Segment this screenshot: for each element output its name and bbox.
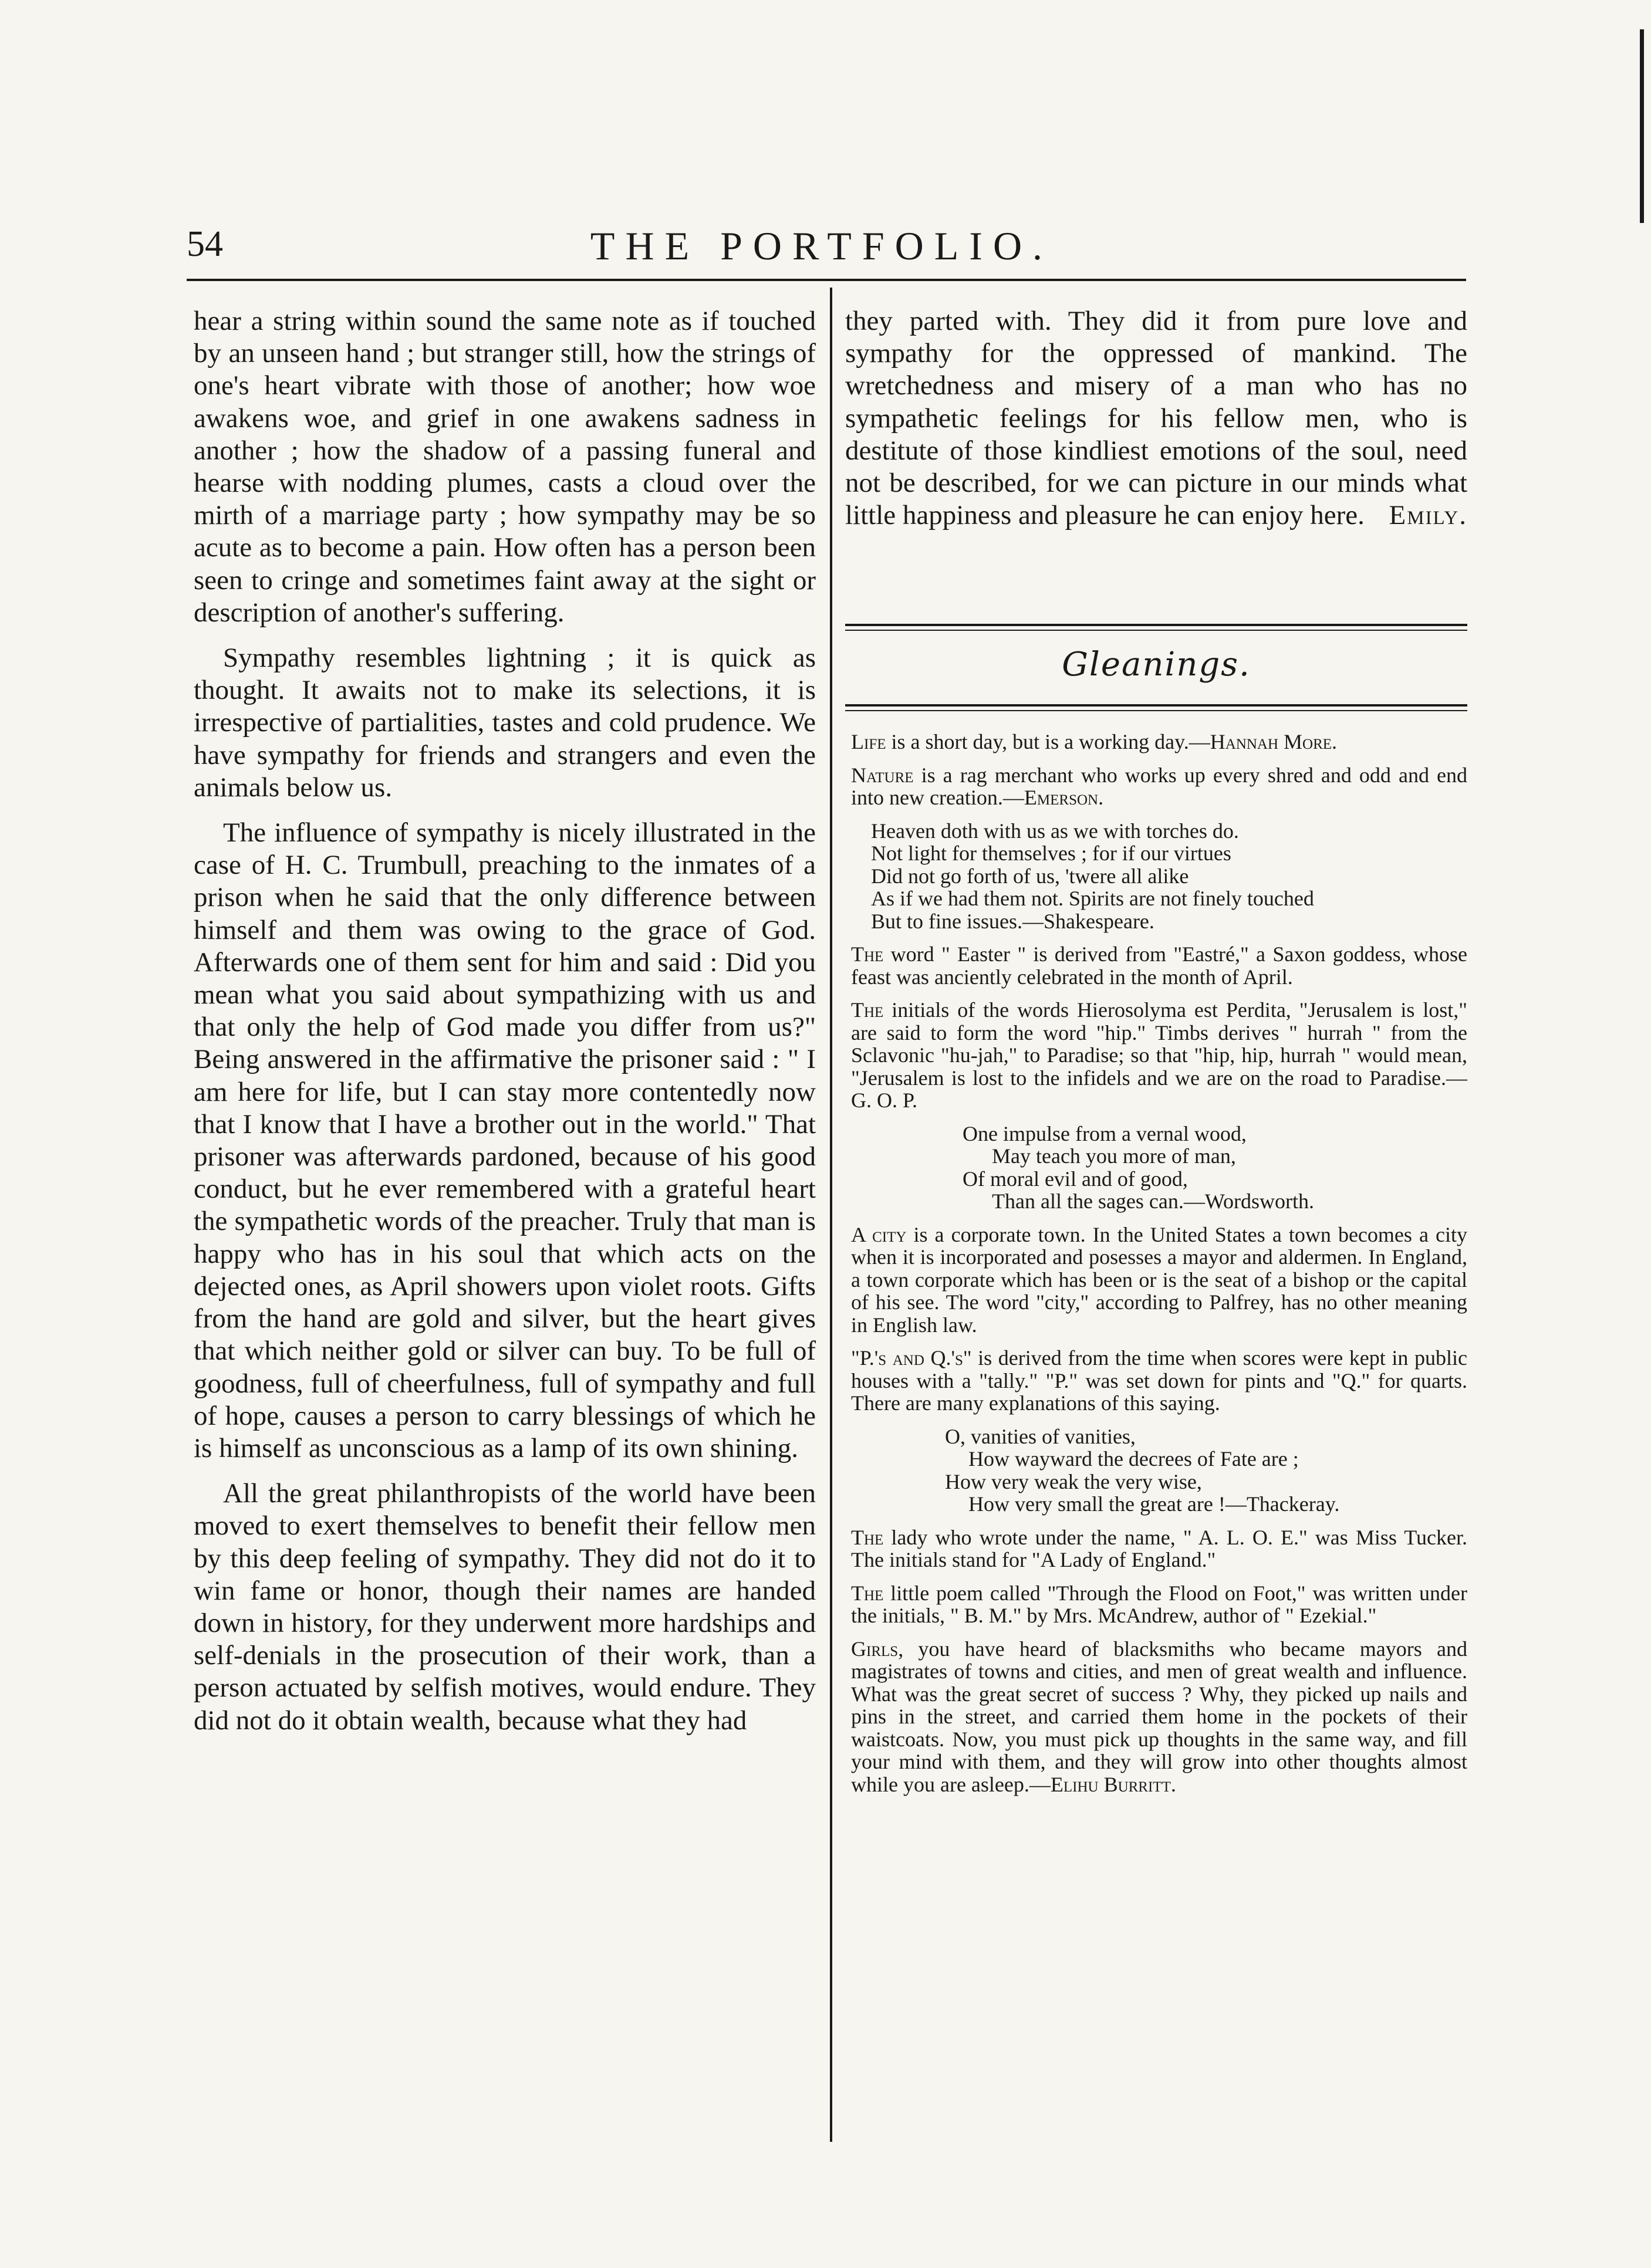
verse-shakespeare (851, 820, 1467, 933)
body-paragraph: All the great philanthropists of the world have been moved to exert themselves to benefit their fellow men by this deep feeling of sympathy. They did not do it to win fame or honor, though their names are handed down in history, for they underwent more hardships and self-denials in the prosecution of their work, than a person actuated by selfish motives, would endure. They did not do it obtain wealth, because what they had (194, 1478, 816, 1736)
section-heading: Gleanings. (1062, 645, 1251, 684)
gleaning-item (851, 731, 1467, 753)
gleaning-item (851, 943, 1467, 988)
gleaning-item (851, 764, 1467, 809)
column-divider (830, 288, 832, 2142)
lead-word: The (851, 1581, 884, 1605)
gleaning-text: initials of the words Hierosolyma est Perdita, "Jerusalem is lost," are said to form the word "hip." Timbs derives " hurrah " from the Sclavonic "hu-jah," to Paradise; so that "hip, hip, hurrah " would mean, "Jerusalem is lost to the infidels and we are on the road to Paradise.— G. O. P. (851, 998, 1467, 1112)
gleaning-item (851, 1223, 1467, 1337)
gleanings-section (851, 731, 1467, 1806)
verse-line: May teach you more of man, (992, 1144, 1236, 1168)
verse-line: Not light for themselves ; for if our virtues (871, 841, 1231, 865)
verse-thackeray (851, 1425, 1467, 1516)
verse-line: How very small the great are !—Thackeray. (968, 1492, 1340, 1516)
verse-line: Of moral evil and of good, (963, 1167, 1188, 1191)
lead-word: The (851, 942, 884, 966)
verse-line: But to fine issues.—Shakespeare. (871, 909, 1154, 933)
page-number: 54 (187, 224, 223, 264)
right-column-article (845, 305, 1467, 532)
body-paragraph: The influence of sympathy is nicely illustrated in the case of H. C. Trumbull, preaching to the inmates of a prison when he said that the only difference between himself and them was owing to the grace of God. Afterwards one of them sent for him and said : Did you mean what you said about sympathizing with us and that only the help of God made you differ from us?" Being answered in the affirmative the prisoner said : " I am here for life, but I can stay more contentedly now that I know that I have a brother out in the world." That prisoner was afterwards pardoned, because of his good conduct, but he ever remembered with a grateful heart the sympathetic words of the preacher. Truly that man is happy who has in his soul that which acts on the dejected ones, as April showers upon violet roots. Gifts from the hand are gold and silver, but the heart gives that which neither gold or silver can buy. To be full of goodness, full of cheerfulness, full of sympathy and full of hope, causes a person to carry blessings of which he is himself as unconscious as a lamp of its own shining. (194, 817, 816, 1463)
lead-word: "P.'s and Q.'s" (851, 1346, 972, 1370)
author-signature: Emily. (1389, 500, 1467, 531)
gleaning-text: lady who wrote under the name, " A. L. O. E." was Miss Tucker. The initials stand for "A Lady of England." (851, 1525, 1467, 1571)
attribution: Elihu Burritt. (1050, 1772, 1176, 1796)
gleaning-text: little poem called "Through the Flood on Foot," was written under the initials, " B. M." by Mrs. McAndrew, author of " Ezekial." (851, 1581, 1467, 1627)
verse-line: How wayward the decrees of Fate are ; (968, 1447, 1299, 1471)
gleaning-text: is derived from the time when scores were kept in public houses with a "tally." "P." was set down for pints and "Q." for quarts. There are many explanations of this saying. (851, 1346, 1467, 1415)
section-rule (845, 704, 1467, 711)
gleaning-item (851, 999, 1467, 1112)
lead-word: Life (851, 730, 886, 753)
lead-word: Girls (851, 1637, 899, 1661)
lead-word: A city (851, 1222, 907, 1246)
verse-line: O, vanities of vanities, (945, 1424, 1136, 1448)
verse-line: Did not go forth of us, 'twere all alike (871, 864, 1189, 888)
body-paragraph (845, 305, 1467, 532)
gleaning-item (851, 1526, 1467, 1571)
attribution: Hannah More. (1210, 730, 1338, 753)
body-text: they parted with. They did it from pure love and sympathy for the oppressed of mankind. The wretchedness and misery of a man who has no sympathetic feelings for his fellow men, who is destitute of those kindliest emotions of the soul, need not be described, for we can picture in our minds what little happiness and pleasure he can enjoy here. (845, 306, 1467, 531)
gleaning-text: , you have heard of blacksmiths who became mayors and magistrates of towns and cities, and men of great wealth and influence. What was the great secret of success ? Why, they picked up nails and pins in the street, and carried them home in the pockets of their waistcoats. Now, you must pick up thoughts in the same way, and fill your mind with them, and they will grow into other thoughts almost while you are asleep.— (851, 1637, 1467, 1796)
verse-line: Than all the sages can.—Wordsworth. (992, 1189, 1314, 1213)
gleaning-item (851, 1582, 1467, 1627)
verse-line: Heaven doth with us as we with torches do. (871, 819, 1239, 843)
lead-word: The (851, 1525, 884, 1549)
gleaning-text: is a corporate town. In the United States a town becomes a city when it is incorporated and posesses a mayor and aldermen. In England, a town corporate which has been or is the seat of a bishop or the capital of his see. The word "city," according to Palfrey, has no other meaning in English law. (851, 1222, 1467, 1337)
gleaning-item (851, 1638, 1467, 1796)
attribution: Emerson. (1024, 786, 1104, 809)
gleaning-text: is a rag merchant who works up every shred and odd and end into new creation.— (851, 763, 1467, 809)
gleaning-text: is a short day, but is a working day.— (886, 730, 1210, 753)
header-rule (187, 279, 1466, 281)
verse-line: As if we had them not. Spirits are not finely touched (871, 887, 1314, 910)
lead-word: The (851, 998, 884, 1022)
gleaning-text: word " Easter " is derived from "Eastré," a Saxon goddess, whose feast was anciently celebrated in the month of April. (851, 942, 1467, 989)
gleaning-item (851, 1347, 1467, 1415)
verse-wordsworth (851, 1123, 1467, 1213)
verse-line: How very weak the very wise, (945, 1469, 1202, 1493)
section-rule (845, 624, 1467, 631)
body-paragraph: Sympathy resembles lightning ; it is quick as thought. It awaits not to make its selections, it is irrespective of partialities, tastes and cold prudence. We have sympathy for friends and strangers and even the animals below us. (194, 643, 816, 803)
page-edge-mark (1640, 29, 1644, 223)
verse-line: One impulse from a vernal wood, (963, 1121, 1247, 1145)
body-paragraph: hear a string within sound the same note as if touched by an unseen hand ; but stranger still, how the strings of one's heart vibrate with those of another; how woe awakens woe, and grief in one awakens sadness in another ; how the shadow of a passing funeral and hearse with nodding plumes, casts a cloud over the mirth of a marriage party ; how sympathy may be so acute as to become a pain. How often has a person been seen to cringe and sometimes faint away at the sight or description of another's suffering. (194, 306, 816, 628)
left-column (194, 305, 816, 1737)
page-title: THE PORTFOLIO. (590, 224, 1054, 268)
lead-word: Nature (851, 763, 914, 787)
